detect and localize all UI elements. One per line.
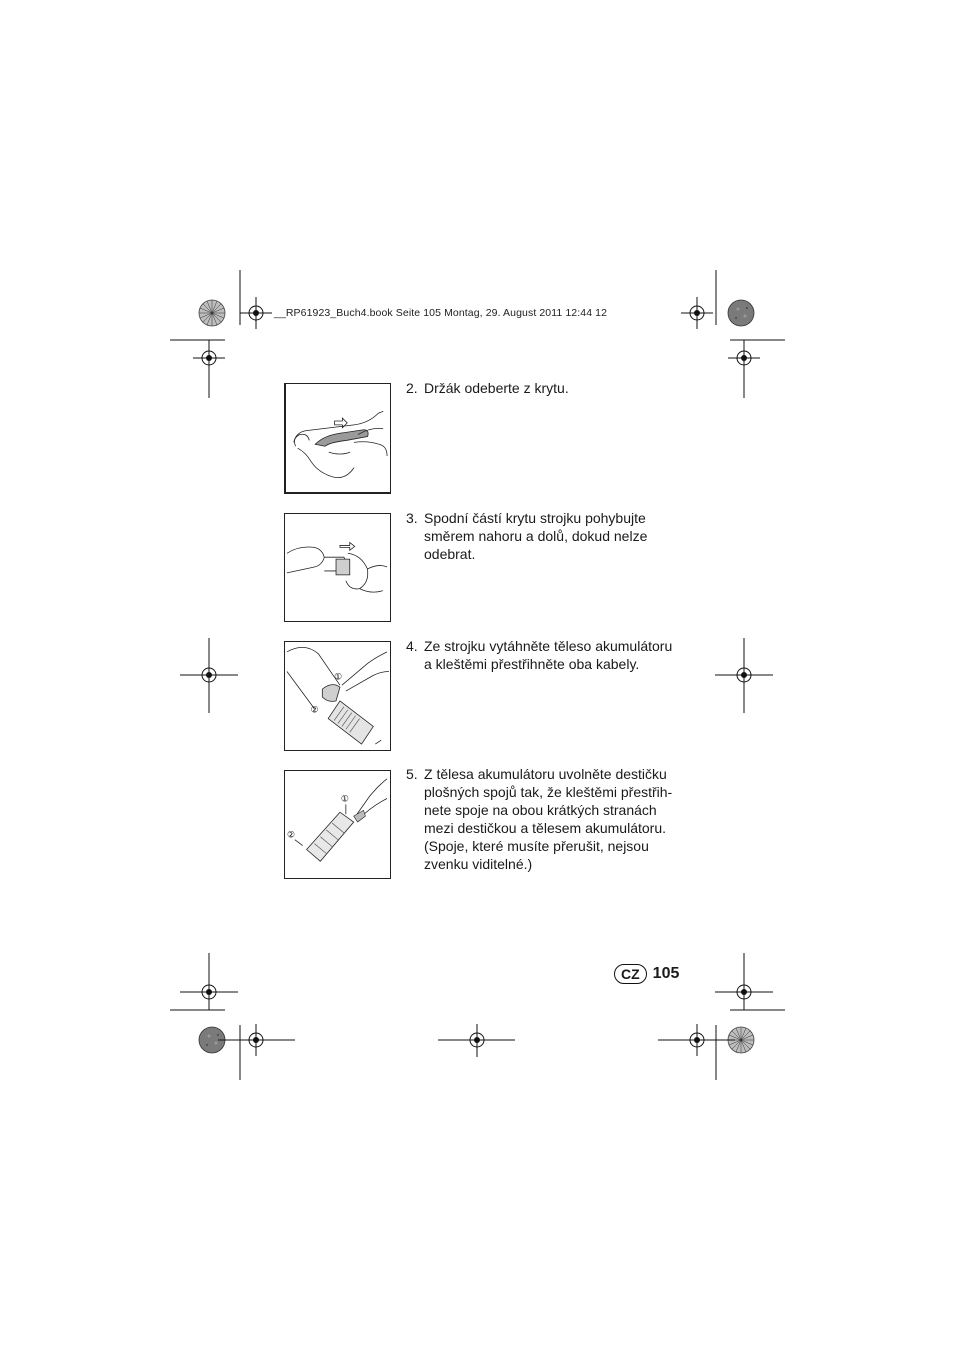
step-text: Spodní částí krytu strojku pohybujte směrem nahoru a dolů, dokud nelze odebrat. <box>424 510 648 562</box>
figure-move-cover <box>284 513 391 622</box>
step-number: 2. <box>406 380 418 396</box>
figure-cut-cables <box>284 641 391 751</box>
step-number: 5. <box>406 766 418 782</box>
figure-release-pcb <box>284 770 391 879</box>
hands-holder-illustration <box>286 384 390 492</box>
callout-1: ① <box>334 672 342 683</box>
page-footer <box>614 964 679 984</box>
step-number: 4. <box>406 638 418 654</box>
figure-remove-holder <box>284 383 391 494</box>
callout-1: ① <box>340 794 349 805</box>
pcb-pliers-illustration <box>285 771 390 878</box>
page-number: 105 <box>652 965 680 982</box>
step-text: Ze strojku vytáhněte těleso akumulátoru a kleštěmi přestřihněte oba kabely. <box>424 638 673 672</box>
hands-cover-illustration <box>285 514 390 621</box>
file-slug: __RP61923_Buch4.book Seite 105 Montag, 29. August 2011 12:44 12 <box>274 307 608 319</box>
step-text: Držák odeberte z krytu. <box>424 380 569 396</box>
language-badge: CZ <box>614 964 647 984</box>
callout-2: ② <box>310 705 319 716</box>
pliers-battery-illustration <box>285 642 390 750</box>
step-number: 3. <box>406 510 418 526</box>
callout-2: ② <box>286 830 295 841</box>
step-text: Z tělesa akumulátoru uvolněte destičku plošných spojů tak, že kleštěmi přestřih- nete spoje na obou krátkých stranách mezi destičkou a tělesem akumulátoru. (Spoje, které musíte přerušit, nejsou zvenku viditelné.) <box>424 766 673 872</box>
